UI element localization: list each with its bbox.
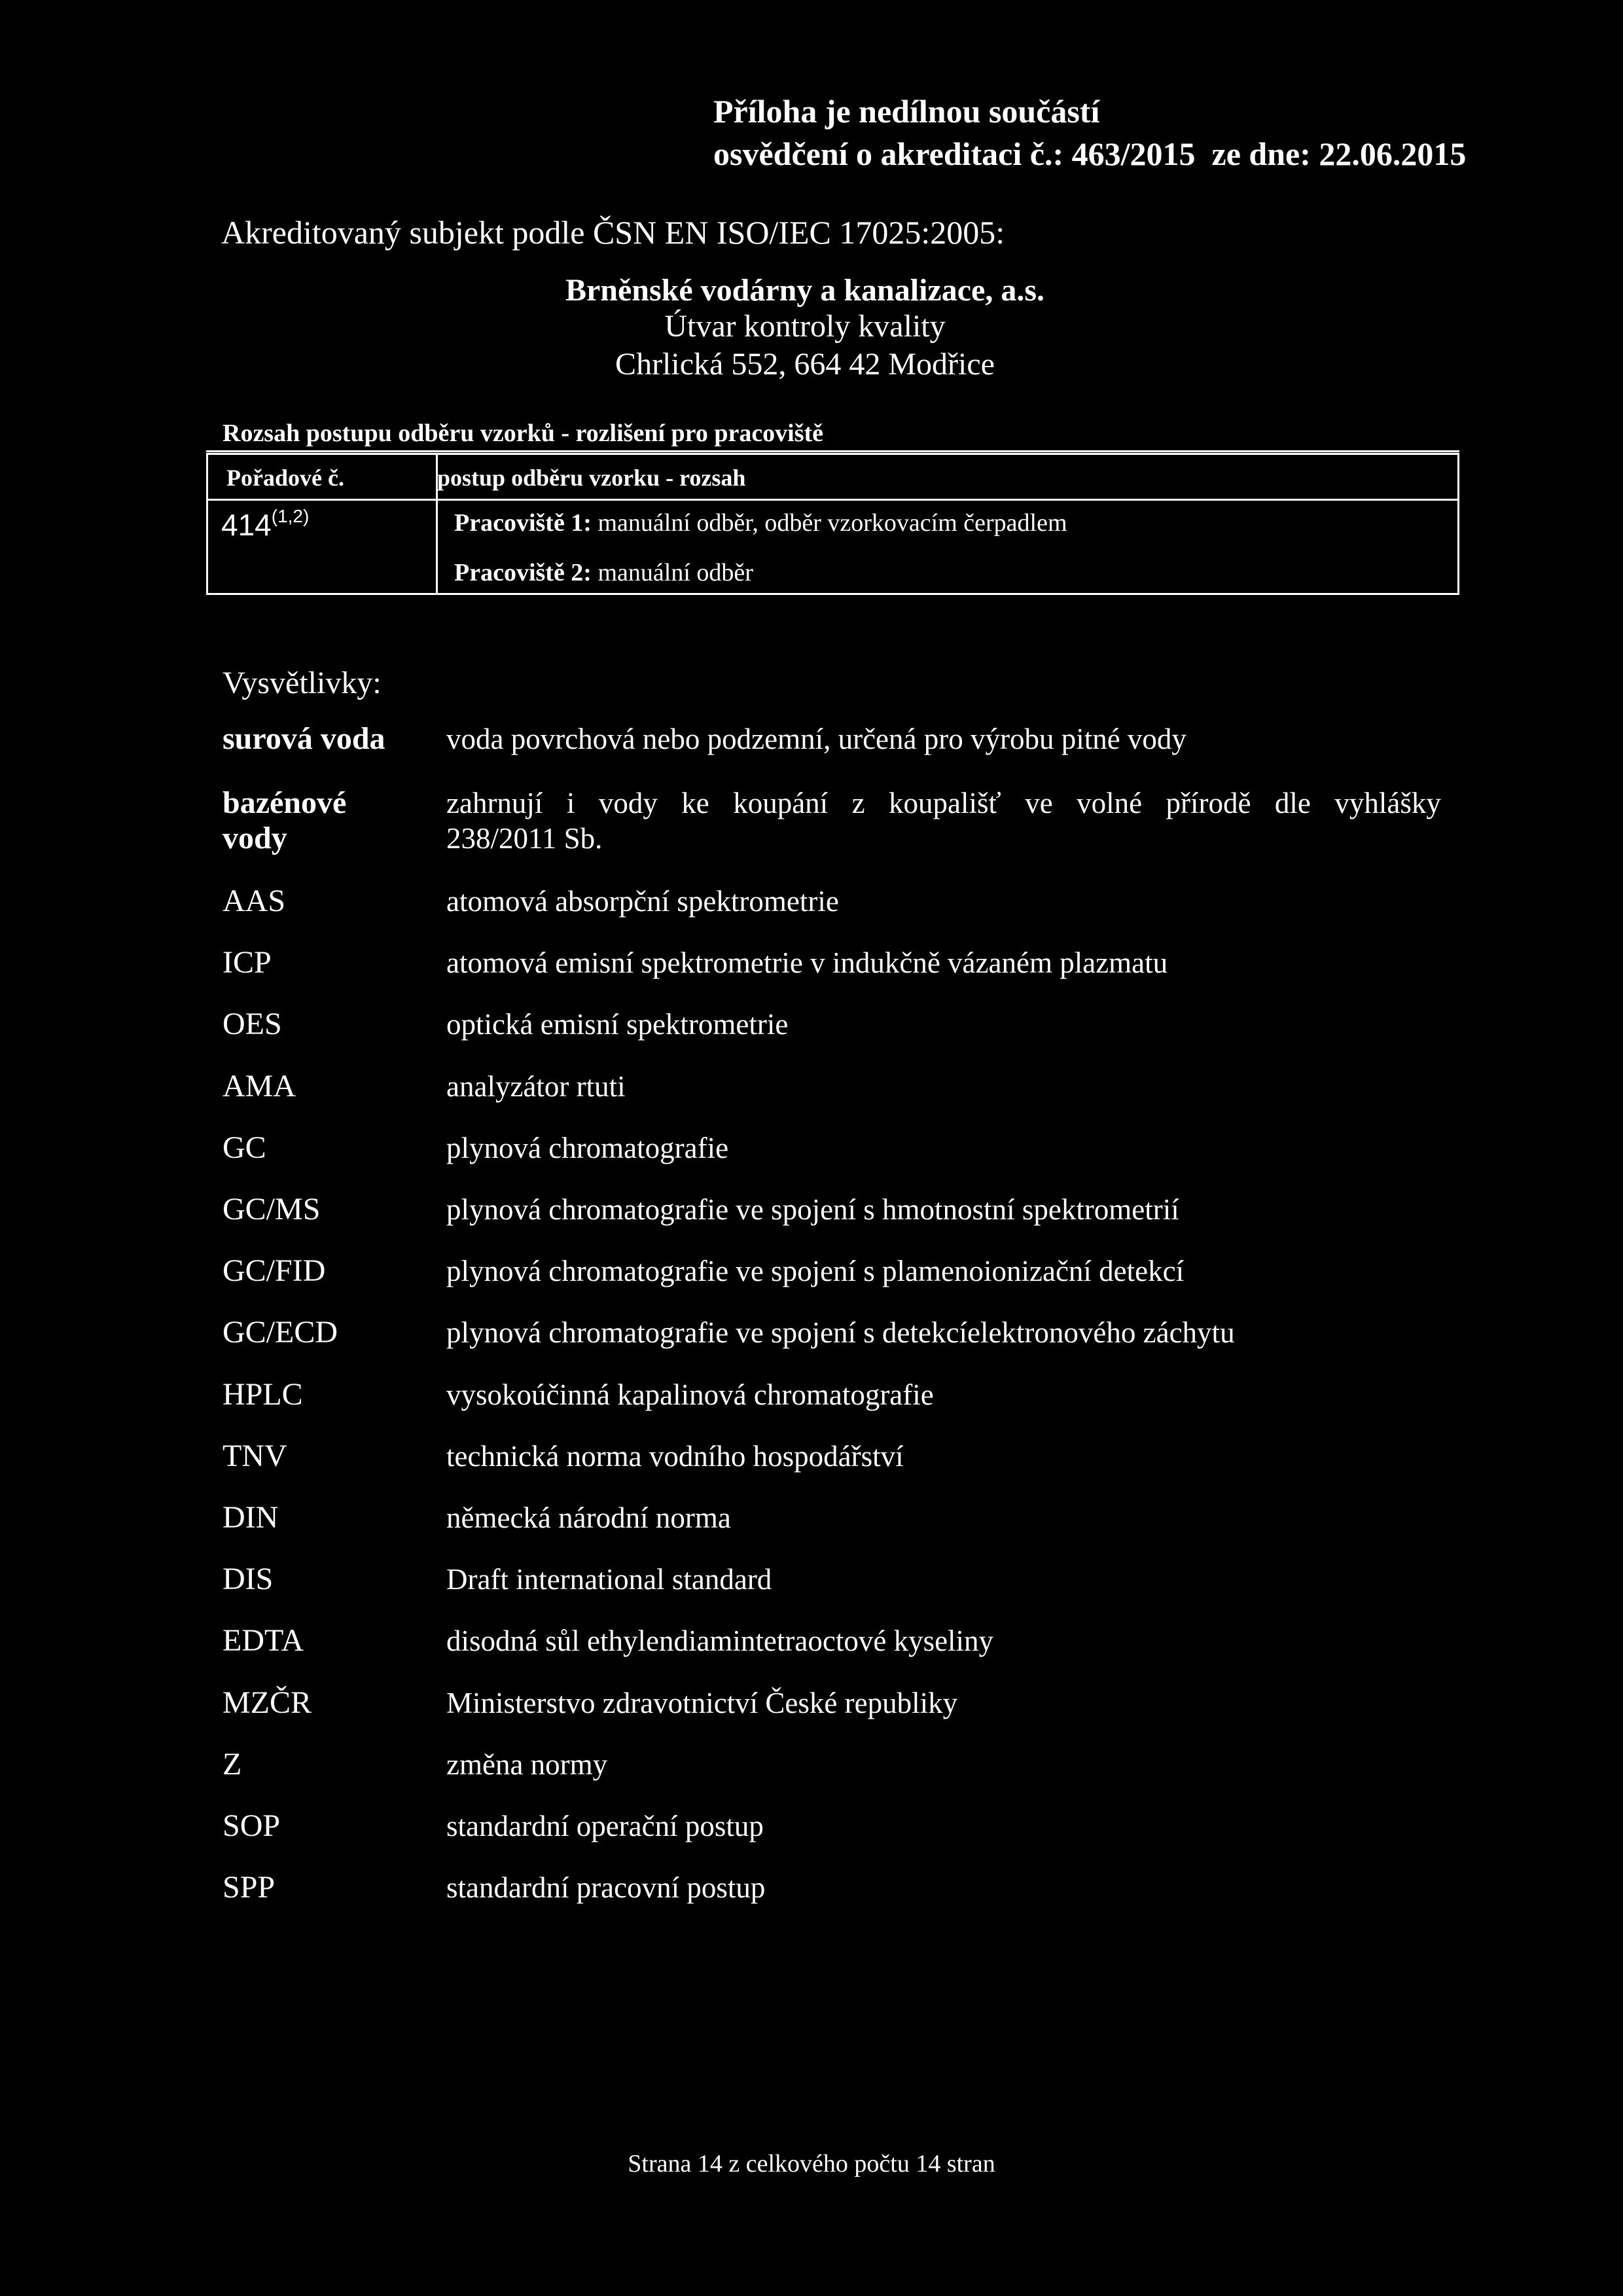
definition-word: ve bbox=[1025, 787, 1053, 819]
term-gc-ecd: GC/ECD bbox=[223, 1315, 338, 1350]
definition-raw-water: voda povrchová nebo podzemní, určená pro výrobu pitné vody bbox=[446, 723, 1186, 755]
caption-underline bbox=[206, 450, 1459, 452]
definition-word: volné bbox=[1077, 787, 1143, 819]
definition-pool-water-line2: 238/2011 Sb. bbox=[446, 822, 603, 855]
order-number: 414 bbox=[221, 508, 272, 542]
table-header-order-number: Pořadové č. bbox=[226, 465, 344, 491]
definition-gc-ms: plynová chromatografie ve spojení s hmotnostní spektrometrií bbox=[446, 1193, 1179, 1226]
term-tnv: TNV bbox=[223, 1439, 287, 1473]
page-number: Strana 14 z celkového počtu 14 stran bbox=[628, 2150, 995, 2178]
term-gc-fid: GC/FID bbox=[223, 1253, 326, 1288]
definition-word: ke bbox=[681, 787, 709, 819]
definition-word: koupališť bbox=[889, 787, 1001, 819]
definition-word: zahrnují bbox=[446, 787, 543, 819]
table-cell-order-number bbox=[221, 506, 309, 543]
term-mz-r: MZČR bbox=[223, 1685, 312, 1720]
annex-note-line1: Příloha je nedílnou součástí bbox=[713, 93, 1100, 130]
definition-gc-ecd: plynová chromatografie ve spojení s detekcíelektronového záchytu bbox=[446, 1316, 1235, 1349]
workplace-1-label: Pracoviště 1: bbox=[454, 509, 592, 537]
scope-table bbox=[206, 453, 1459, 595]
table-cell-workplace-1 bbox=[454, 509, 1067, 537]
definition-hplc: vysokoúčinná kapalinová chromatografie bbox=[446, 1378, 934, 1411]
workplace-1-text: manuální odběr, odběr vzorkovacím čerpadlem bbox=[597, 509, 1067, 537]
accreditation-number: osvědčení o akreditaci č.: 463/2015 bbox=[713, 135, 1196, 172]
definition-ama: analyzátor rtuti bbox=[446, 1070, 626, 1103]
definition-word: koupání bbox=[733, 787, 829, 819]
organization-unit: Útvar kontroly kvality bbox=[664, 309, 946, 344]
definition-spp: standardní pracovní postup bbox=[446, 1871, 766, 1904]
workplace-2-label: Pracoviště 2: bbox=[454, 559, 592, 586]
annex-note-line2 bbox=[713, 134, 1466, 173]
term-pool-water-line1: bazénové bbox=[223, 785, 347, 820]
accredited-subject-line: Akreditovaný subjekt podle ČSN EN ISO/IEC 17025:2005: bbox=[221, 214, 1005, 251]
term-edta: EDTA bbox=[223, 1623, 304, 1658]
definition-edta: disodná sůl ethylendiamintetraoctové kyseliny bbox=[446, 1624, 994, 1657]
organization-address: Chrlická 552, 664 42 Modřice bbox=[615, 347, 995, 382]
term-z: Z bbox=[223, 1747, 242, 1782]
explanations-title: Vysvětlivky: bbox=[223, 666, 382, 700]
definition-word: dle bbox=[1274, 787, 1311, 819]
scope-caption: Rozsah postupu odběru vzorků - rozlišení pro pracoviště bbox=[223, 420, 824, 447]
term-spp: SPP bbox=[223, 1870, 276, 1905]
term-raw-water: surová voda bbox=[223, 721, 385, 756]
definition-word: přírodě bbox=[1166, 787, 1251, 819]
definition-mz-r: Ministerstvo zdravotnictví České republiky bbox=[446, 1687, 958, 1719]
definition-pool-water-words bbox=[446, 785, 1441, 821]
definition-z: změna normy bbox=[446, 1748, 608, 1781]
term-oes: OES bbox=[223, 1007, 282, 1041]
definition-word: i bbox=[566, 787, 575, 819]
definition-dis: Draft international standard bbox=[446, 1563, 772, 1596]
definition-oes: optická emisní spektrometrie bbox=[446, 1008, 789, 1041]
term-pool-water-line2: vody bbox=[223, 821, 287, 855]
organization-name: Brněnské vodárny a kanalizace, a.s. bbox=[565, 273, 1045, 308]
order-number-footnote: (1,2) bbox=[271, 506, 310, 526]
definition-aas: atomová absorpční spektrometrie bbox=[446, 885, 839, 918]
definition-word: vody bbox=[598, 787, 658, 819]
term-gc: GC bbox=[223, 1130, 266, 1165]
term-dis: DIS bbox=[223, 1562, 274, 1596]
term-ama: AMA bbox=[223, 1069, 296, 1103]
definition-icp: atomová emisní spektrometrie v indukčně vázaném plazmatu bbox=[446, 946, 1168, 979]
term-sop: SOP bbox=[223, 1808, 281, 1843]
table-cell-workplace-2 bbox=[454, 558, 753, 587]
definition-word: z bbox=[851, 787, 865, 819]
definition-tnv: technická norma vodního hospodářství bbox=[446, 1440, 904, 1473]
table-header-procedure: postup odběru vzorku - rozsah bbox=[437, 465, 746, 491]
definition-sop: standardní operační postup bbox=[446, 1810, 764, 1842]
definition-din: německá národní norma bbox=[446, 1501, 731, 1534]
definition-gc: plynová chromatografie bbox=[446, 1132, 729, 1164]
workplace-2-text: manuální odběr bbox=[597, 559, 753, 586]
term-gc-ms: GC/MS bbox=[223, 1192, 321, 1227]
definition-pool-water-line1 bbox=[446, 785, 1441, 821]
definition-word: vyhlášky bbox=[1334, 787, 1441, 819]
term-din: DIN bbox=[223, 1500, 279, 1535]
term-icp: ICP bbox=[223, 945, 272, 980]
accreditation-date: ze dne: 22.06.2015 bbox=[1211, 135, 1467, 172]
table-header-divider bbox=[208, 499, 1457, 501]
term-hplc: HPLC bbox=[223, 1377, 303, 1412]
term-aas: AAS bbox=[223, 884, 286, 918]
definition-gc-fid: plynová chromatografie ve spojení s plamenoionizační detekcí bbox=[446, 1255, 1185, 1287]
